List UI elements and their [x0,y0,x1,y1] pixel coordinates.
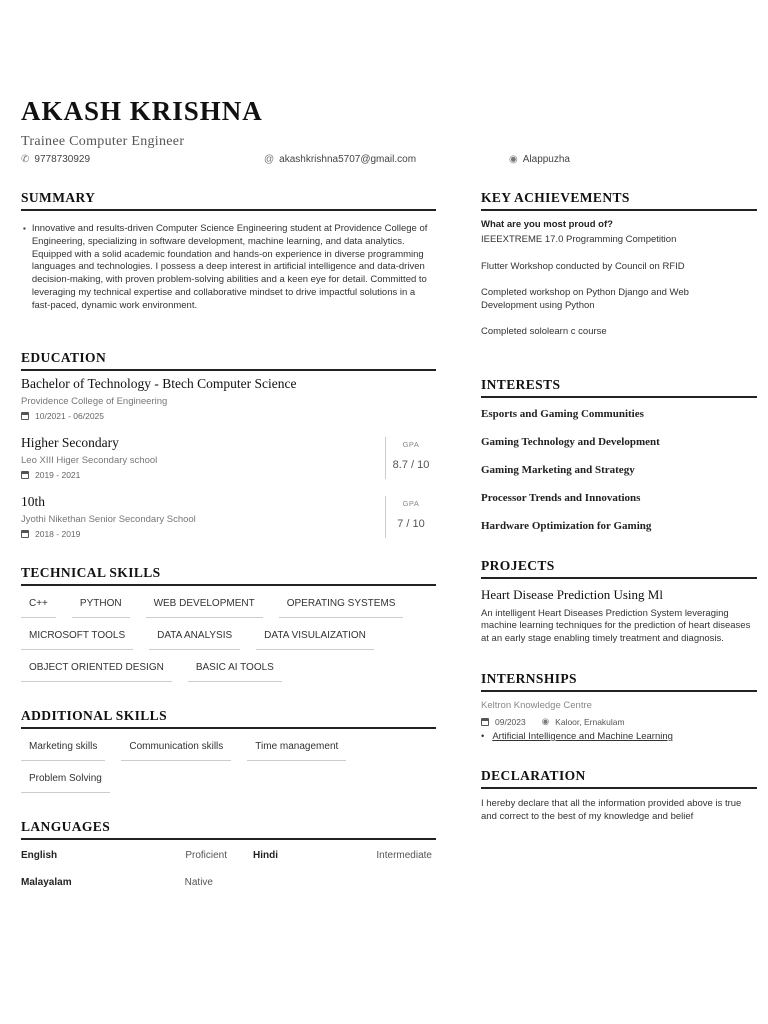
bullet-icon: ▪ [23,224,26,233]
achievements-heading: KEY ACHIEVEMENTS [481,190,757,211]
internship-organization: Keltron Knowledge Centre [481,700,592,711]
additional-skills-section [21,708,436,799]
language-name: English [21,849,58,861]
education-dates [21,411,436,421]
achievement-item: Completed sololearn c course [481,326,607,337]
internship-topic: Artificial Intelligence and Machine Learning [492,731,673,742]
at-icon: @ [264,154,275,165]
skill-chip: Time management [247,735,346,761]
gpa-value: 7 / 10 [397,517,425,530]
interests-heading: INTERESTS [481,377,757,398]
calendar-icon [481,718,489,726]
school-name: Leo XIII Higer Secondary school [21,454,158,466]
projects-section [481,558,757,646]
calendar-icon [21,412,29,420]
phone-icon: ✆ [21,154,30,165]
interests-section [481,377,757,532]
summary-heading: SUMMARY [21,190,436,211]
education-dates [21,529,436,539]
summary-body [21,223,436,313]
skill-chip: OPERATING SYSTEMS [279,592,404,618]
skill-chip: Marketing skills [21,735,105,761]
language-name: Malayalam [21,876,72,888]
summary-text: Innovative and results-driven Computer Science Engineering student at Providence College of Engineering, specializing in software development, machine learning, and data analytics. Equipped with a solid academic foundation and hands-on experience in diverse programming languages and technologies. I possess a deep interest in artificial intelligence and data-driven decision-making, with proven problem-solving abilities and a keen eye for detail. Committed to leveraging my technical expertise and collaborative mindset to drive impactful solutions in a fast-paced, dynamic work environment. [31,223,428,311]
date-range: 2019 - 2021 [35,469,81,480]
education-heading: EDUCATION [21,350,436,371]
internships-heading: INTERNSHIPS [481,671,757,692]
internship-topic-row [481,731,757,742]
achievement-item: IEEEXTREME 17.0 Programming Competition [481,234,677,245]
languages-section [21,819,436,888]
gpa-value: 8.7 / 10 [392,458,430,471]
language-level: Native [184,876,213,888]
education-section [21,350,436,539]
project-description: An intelligent Heart Diseases Prediction System leveraging machine learning techniques for the prediction of heart diseases at an early stage enabling timely treatment and diagnosis. [481,607,751,644]
interest-item: Gaming Marketing and Strategy [481,463,635,476]
interest-item: Gaming Technology and Development [481,435,660,448]
phone-contact [21,154,90,165]
left-column [21,190,436,888]
right-column [481,190,757,823]
declaration-section [481,768,757,823]
education-item [21,435,436,480]
languages-list [21,850,436,888]
degree-title: Bachelor of Technology - Btech Computer Science [21,375,297,391]
bullet-icon: • [481,731,485,742]
education-item [21,494,436,539]
calendar-icon [21,471,29,479]
skill-chip: BASIC AI TOOLS [188,656,282,682]
interest-item: Hardware Optimization for Gaming [481,519,652,532]
calendar-icon [21,530,29,538]
school-name: Jyothi Nikethan Senior Secondary School [21,513,196,525]
interest-item: Processor Trends and Innovations [481,491,641,504]
skill-chip: DATA ANALYSIS [149,624,240,650]
skill-chip: C++ [21,592,56,618]
skill-chip: MICROSOFT TOOLS [21,624,133,650]
technical-skills-list [21,592,436,688]
date-range: 2018 - 2019 [35,528,81,539]
location-text: Alappuzha [522,154,570,165]
internship-meta [481,716,757,727]
language-name: Hindi [253,849,278,861]
education-dates [21,470,436,480]
skill-chip: WEB DEVELOPMENT [146,592,263,618]
location-pin-icon: ◉ [541,716,550,726]
email-address[interactable]: akashkrishna5707@gmail.com [279,154,417,165]
achievement-item: Flutter Workshop conducted by Council on RFID [481,260,685,272]
location-contact [509,154,570,165]
gpa-box [385,496,436,538]
achievement-item: Completed workshop on Python Django and Web Development using Python [481,287,689,311]
internship-place: Kaloor, Ernakulam [555,716,625,727]
skill-chip: Communication skills [121,735,231,761]
skill-chip: PYTHON [72,592,130,618]
additional-skills-heading: ADDITIONAL SKILLS [21,708,436,729]
degree-title: Higher Secondary [21,434,119,450]
technical-skills-section [21,565,436,688]
gpa-label: GPA [402,498,420,508]
summary-section [21,190,436,313]
location-pin-icon: ◉ [509,154,518,165]
languages-heading: LANGUAGES [21,819,436,840]
skill-chip: OBJECT ORIENTED DESIGN [21,656,172,682]
email-contact[interactable] [264,154,416,165]
achievements-question: What are you most proud of? [481,219,613,230]
skill-chip: Problem Solving [21,767,110,793]
declaration-text: I hereby declare that all the information provided above is true and correct to the best of my knowledge and belief [481,798,742,822]
skill-chip: DATA VISULAIZATION [256,624,374,650]
achievements-section [481,190,757,339]
phone-number: 9778730929 [34,154,91,165]
school-name: Providence College of Engineering [21,395,168,407]
candidate-role: Trainee Computer Engineer [21,134,185,149]
interest-item: Esports and Gaming Communities [481,407,644,420]
date-range: 10/2021 - 06/2025 [35,410,105,421]
projects-heading: PROJECTS [481,558,757,579]
candidate-name: AKASH KRISHNA [21,96,263,126]
internship-date: 09/2023 [495,716,526,727]
language-level: Intermediate [376,849,432,861]
technical-skills-heading: TECHNICAL SKILLS [21,565,436,586]
declaration-heading: DECLARATION [481,768,757,789]
language-level: Proficient [185,849,227,861]
additional-skills-list [21,735,436,799]
gpa-label: GPA [402,439,420,449]
internships-section [481,671,757,742]
degree-title: 10th [21,493,46,509]
education-item [21,376,436,421]
gpa-box [385,437,436,479]
project-title: Heart Disease Prediction Using Ml [481,586,663,602]
